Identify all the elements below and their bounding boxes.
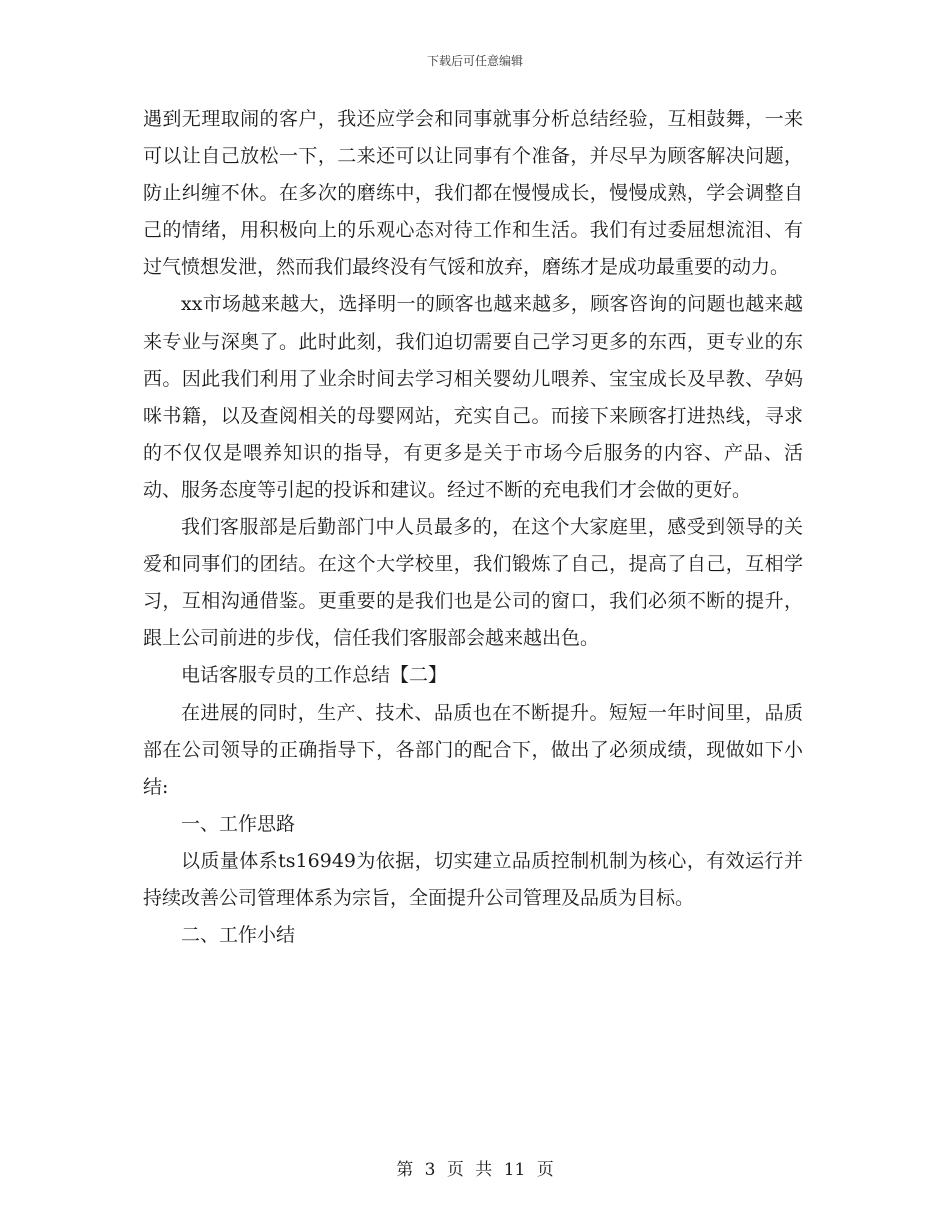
section-title: 电话客服专员的工作总结【二】 xyxy=(181,664,448,687)
page-header-note: 下载后可任意编辑 xyxy=(426,54,523,68)
document-body xyxy=(143,101,803,954)
paragraph-5: 以质量体系ts16949为依据，切实建立品质控制机制为核心，有效运行并持续改善公司管理体系为宗旨，全面提升公司管理及品质为目标。 xyxy=(143,849,803,909)
paragraph-3: 我们客服部是后勤部门中人员最多的，在这个大家庭里，感受到领导的关爱和同事们的团结。在这个大学校里，我们锻炼了自己，提高了自己，互相学习，互相沟通借鉴。更重要的是我们也是公司的窗口，我们必须不断的提升，跟上公司前进的步伐，信任我们客服部会越来越出色。 xyxy=(143,516,803,650)
page-number: 第 3 页 共 11 页 xyxy=(396,1160,554,1180)
paragraph-1: 遇到无理取闹的客户，我还应学会和同事就事分析总结经验，互相鼓舞，一来可以让自己放松一下，二来还可以让同事有个准备，并尽早为顾客解决问题，防止纠缠不休。在多次的磨练中，我们都在慢慢成长，慢慢成熟，学会调整自己的情绪，用积极向上的乐观心态对待工作和生活。我们有过委屈想流泪、有过气愤想发泄，然而我们最终没有气馁和放弃，磨练才是成功最重要的动力。 xyxy=(143,108,803,279)
heading-work-summary: 二、工作小结 xyxy=(181,924,296,947)
paragraph-2: xx市场越来越大，选择明一的顾客也越来越多，顾客咨询的问题也越来越来专业与深奥了。此时此刻，我们迫切需要自己学习更多的东西，更专业的东西。因此我们利用了业余时间去学习相关婴幼儿喂养、宝宝成长及早教、孕妈咪书籍，以及查阅相关的母婴网站，充实自己。而接下来顾客打进热线，寻求的不仅仅是喂养知识的指导，有更多是关于市场今后服务的内容、产品、活动、服务态度等引起的投诉和建议。经过不断的充电我们才会做的更好。 xyxy=(143,293,803,501)
paragraph-4: 在进展的同时，生产、技术、品质也在不断提升。短短一年时间里，品质部在公司领导的正确指导下，各部门的配合下，做出了必须成绩，现做如下小结: xyxy=(143,701,803,798)
heading-work-ideas: 一、工作思路 xyxy=(181,812,296,835)
